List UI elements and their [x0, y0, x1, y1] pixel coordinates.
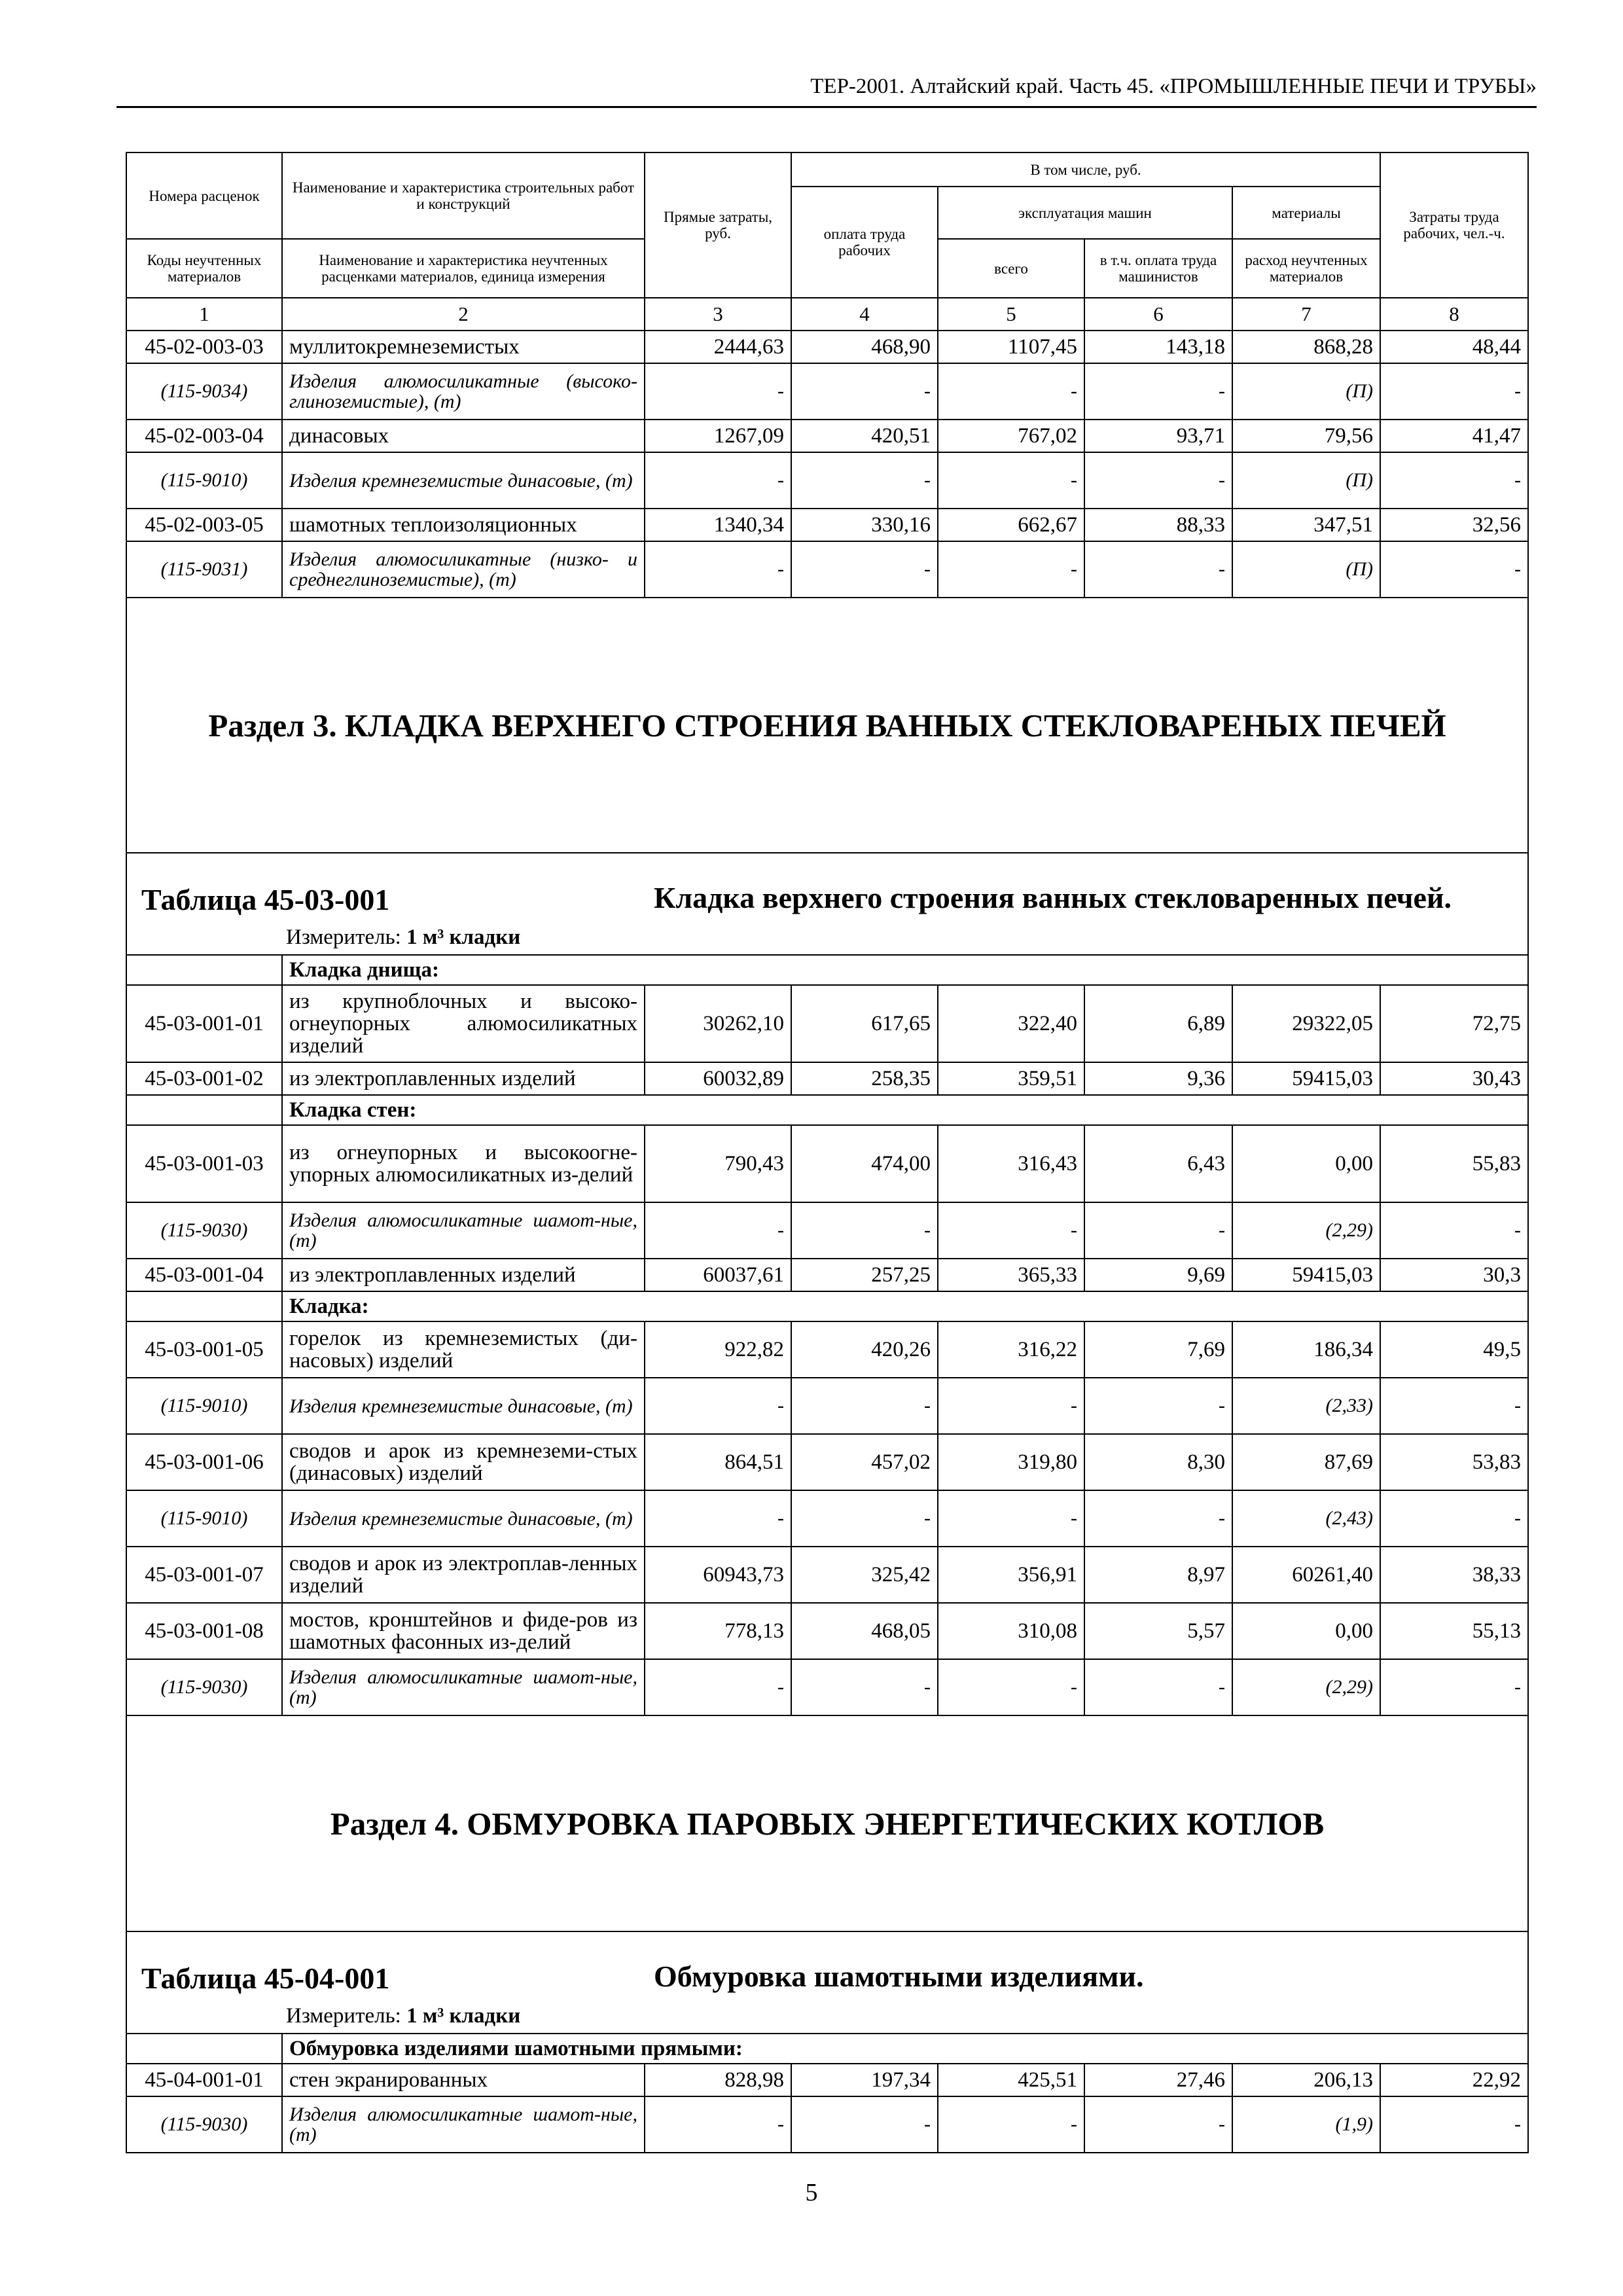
- material-value-cell: -: [1084, 1490, 1232, 1547]
- work-name: из электроплавленных изделий: [282, 1259, 645, 1291]
- work-name: динасовых: [282, 420, 645, 452]
- value-cell: 0,00: [1232, 1603, 1380, 1659]
- running-title: ТЕР-2001. Алтайский край. Часть 45. «ПРОМЫШЛЕННЫЕ ПЕЧИ И ТРУБЫ»: [810, 75, 1537, 98]
- material-name: Изделия алюмосиликатные шамот-ные, (т): [282, 1202, 645, 1259]
- table-row: [126, 509, 1528, 541]
- group-row: [126, 2034, 1528, 2064]
- measure-unit: [286, 925, 520, 950]
- value-cell: 365,33: [938, 1259, 1084, 1291]
- material-value-cell: -: [791, 363, 938, 420]
- header-machines: эксплуатация машин: [938, 187, 1232, 239]
- value-cell: 420,26: [791, 1321, 938, 1378]
- material-code: (115-9034): [126, 363, 282, 420]
- material-value-cell: -: [791, 452, 938, 509]
- group-title: Кладка днища:: [282, 955, 1528, 985]
- material-row: [126, 363, 1528, 420]
- value-cell: 468,05: [791, 1603, 938, 1659]
- value-cell: 6,43: [1084, 1125, 1232, 1202]
- section-row: [126, 598, 1528, 853]
- value-cell: 29322,05: [1232, 985, 1380, 1062]
- work-name: мостов, кронштейнов и фиде-ров из шамотных фасонных из-делий: [282, 1603, 645, 1659]
- value-cell: 197,34: [791, 2064, 938, 2096]
- rate-code: 45-02-003-04: [126, 420, 282, 452]
- material-code: (115-9010): [126, 1378, 282, 1434]
- section-title: Раздел 4. ОБМУРОВКА ПАРОВЫХ ЭНЕРГЕТИЧЕСКИХ КОТЛОВ: [126, 1715, 1528, 1931]
- material-row: [126, 1490, 1528, 1547]
- material-value-cell: -: [1084, 1202, 1232, 1259]
- material-value-cell: -: [1084, 1659, 1232, 1715]
- column-number: 7: [1232, 298, 1380, 331]
- section-title: Раздел 3. КЛАДКА ВЕРХНЕГО СТРОЕНИЯ ВАННЫХ СТЕКЛОВАРЕНЫХ ПЕЧЕЙ: [126, 598, 1528, 853]
- material-value-cell: -: [1084, 452, 1232, 509]
- rate-code: 45-03-001-05: [126, 1321, 282, 1378]
- value-cell: 7,69: [1084, 1321, 1232, 1378]
- value-cell: 30,43: [1380, 1062, 1528, 1095]
- value-cell: 41,47: [1380, 420, 1528, 452]
- material-value-cell: (2,29): [1232, 1202, 1380, 1259]
- table-row: [126, 1547, 1528, 1603]
- material-value-cell: -: [1380, 452, 1528, 509]
- table-caption: [126, 1931, 1528, 2034]
- rate-code: 45-03-001-01: [126, 985, 282, 1062]
- rate-code: 45-04-001-01: [126, 2064, 282, 2096]
- value-cell: 778,13: [645, 1603, 791, 1659]
- value-cell: 53,83: [1380, 1434, 1528, 1490]
- section-row: [126, 1715, 1528, 1931]
- value-cell: 186,34: [1232, 1321, 1380, 1378]
- work-name: из электроплавленных изделий: [282, 1062, 645, 1095]
- header-name: Наименование и характеристика строительных работ и конструкций: [282, 152, 645, 239]
- work-name: горелок из кремнеземистых (ди-насовых) изделий: [282, 1321, 645, 1378]
- table-row: [126, 1125, 1528, 1202]
- column-number: 2: [282, 298, 645, 331]
- material-value-cell: -: [1380, 2096, 1528, 2153]
- material-row: [126, 1659, 1528, 1715]
- material-value-cell: -: [645, 452, 791, 509]
- value-cell: 88,33: [1084, 509, 1232, 541]
- value-cell: 468,90: [791, 331, 938, 363]
- material-name: Изделия кремнеземистые динасовые, (т): [282, 452, 645, 509]
- value-cell: 72,75: [1380, 985, 1528, 1062]
- table-caption-row: [126, 1931, 1528, 2034]
- value-cell: 662,67: [938, 509, 1084, 541]
- value-cell: 206,13: [1232, 2064, 1380, 2096]
- table-row: [126, 985, 1528, 1062]
- value-cell: 55,13: [1380, 1603, 1528, 1659]
- material-value-cell: -: [938, 1202, 1084, 1259]
- material-value-cell: -: [938, 1490, 1084, 1547]
- value-cell: 8,97: [1084, 1547, 1232, 1603]
- value-cell: 55,83: [1380, 1125, 1528, 1202]
- rate-code: 45-02-003-03: [126, 331, 282, 363]
- header-machines-total: всего: [938, 239, 1084, 298]
- material-value-cell: -: [1084, 541, 1232, 598]
- rate-code: 45-03-001-07: [126, 1547, 282, 1603]
- material-value-cell: -: [645, 1202, 791, 1259]
- value-cell: 258,35: [791, 1062, 938, 1095]
- material-name: Изделия кремнеземистые динасовые, (т): [282, 1490, 645, 1547]
- value-cell: 316,43: [938, 1125, 1084, 1202]
- material-value-cell: -: [645, 363, 791, 420]
- value-cell: 457,02: [791, 1434, 938, 1490]
- column-number: 3: [645, 298, 791, 331]
- material-value-cell: (1,9): [1232, 2096, 1380, 2153]
- material-code: (115-9030): [126, 1659, 282, 1715]
- material-value-cell: -: [791, 1378, 938, 1434]
- material-row: [126, 452, 1528, 509]
- group-spacer: [126, 1291, 282, 1321]
- material-value-cell: (2,33): [1232, 1378, 1380, 1434]
- group-spacer: [126, 2034, 282, 2064]
- material-row: [126, 1378, 1528, 1434]
- group-title: Кладка стен:: [282, 1095, 1528, 1125]
- group-spacer: [126, 1095, 282, 1125]
- value-cell: 257,25: [791, 1259, 938, 1291]
- value-cell: 48,44: [1380, 331, 1528, 363]
- value-cell: 420,51: [791, 420, 938, 452]
- measure-value: 1 м³ кладки: [406, 925, 521, 949]
- material-name: Изделия алюмосиликатные шамот-ные, (т): [282, 1659, 645, 1715]
- material-value-cell: -: [1084, 2096, 1232, 2153]
- column-number: 8: [1380, 298, 1528, 331]
- header-material-use: расход неучтенных материалов: [1232, 239, 1380, 298]
- table-caption: [126, 853, 1528, 955]
- column-number: 4: [791, 298, 938, 331]
- value-cell: 32,56: [1380, 509, 1528, 541]
- material-code: (115-9010): [126, 452, 282, 509]
- value-cell: 425,51: [938, 2064, 1084, 2096]
- value-cell: 790,43: [645, 1125, 791, 1202]
- column-numbers-row: [126, 298, 1528, 331]
- material-value-cell: -: [1380, 1378, 1528, 1434]
- value-cell: 38,33: [1380, 1547, 1528, 1603]
- material-value-cell: -: [791, 541, 938, 598]
- material-row: [126, 541, 1528, 598]
- value-cell: 93,71: [1084, 420, 1232, 452]
- material-value-cell: -: [791, 2096, 938, 2153]
- table-row: [126, 1321, 1528, 1378]
- value-cell: 5,57: [1084, 1603, 1232, 1659]
- material-value-cell: -: [938, 1659, 1084, 1715]
- group-title: Обмуровка изделиями шамотными прямыми:: [282, 2034, 1528, 2064]
- table-caption-row: [126, 853, 1528, 955]
- table-row: [126, 1434, 1528, 1490]
- value-cell: 30262,10: [645, 985, 791, 1062]
- column-number: 6: [1084, 298, 1232, 331]
- value-cell: 6,89: [1084, 985, 1232, 1062]
- value-cell: 59415,03: [1232, 1259, 1380, 1291]
- value-cell: 322,40: [938, 985, 1084, 1062]
- value-cell: 1267,09: [645, 420, 791, 452]
- material-value-cell: -: [1380, 1202, 1528, 1259]
- value-cell: 27,46: [1084, 2064, 1232, 2096]
- value-cell: 60943,73: [645, 1547, 791, 1603]
- material-value-cell: (2,29): [1232, 1659, 1380, 1715]
- value-cell: 325,42: [791, 1547, 938, 1603]
- rate-code: 45-03-001-08: [126, 1603, 282, 1659]
- material-value-cell: -: [791, 1490, 938, 1547]
- value-cell: 316,22: [938, 1321, 1084, 1378]
- table-label: Таблица 45-03-001: [141, 883, 390, 916]
- value-cell: 9,36: [1084, 1062, 1232, 1095]
- value-cell: 1340,34: [645, 509, 791, 541]
- material-name: Изделия алюмосиликатные шамот-ные, (т): [282, 2096, 645, 2153]
- material-value-cell: (П): [1232, 363, 1380, 420]
- header-including: В том числе, руб.: [791, 152, 1380, 187]
- value-cell: 310,08: [938, 1603, 1084, 1659]
- material-value-cell: (2,43): [1232, 1490, 1380, 1547]
- table-row: [126, 1603, 1528, 1659]
- measure-label: Измеритель:: [286, 925, 401, 949]
- material-row: [126, 1202, 1528, 1259]
- material-value-cell: -: [1084, 363, 1232, 420]
- table-row: [126, 2064, 1528, 2096]
- column-number: 5: [938, 298, 1084, 331]
- work-name: сводов и арок из электроплав-ленных изделий: [282, 1547, 645, 1603]
- header-codes: Номера расценок: [126, 152, 282, 239]
- value-cell: 22,92: [1380, 2064, 1528, 2096]
- material-value-cell: -: [1084, 1378, 1232, 1434]
- value-cell: 347,51: [1232, 509, 1380, 541]
- table-row: [126, 1062, 1528, 1095]
- group-title: Кладка:: [282, 1291, 1528, 1321]
- work-name: стен экранированных: [282, 2064, 645, 2096]
- material-value-cell: -: [645, 1378, 791, 1434]
- work-name: муллитокремнеземистых: [282, 331, 645, 363]
- table-title: Обмуровка шамотными изделиями.: [654, 1960, 1144, 1993]
- group-spacer: [126, 955, 282, 985]
- material-code: (115-9030): [126, 1202, 282, 1259]
- header-material-name: Наименование и характеристика неучтенных расценками материалов, единица измерения: [282, 239, 645, 298]
- header-labor-cost: Затраты труда рабочих, чел.-ч.: [1380, 152, 1528, 298]
- value-cell: 60032,89: [645, 1062, 791, 1095]
- page-number: 5: [805, 2179, 818, 2206]
- value-cell: 87,69: [1232, 1434, 1380, 1490]
- material-value-cell: -: [1380, 1490, 1528, 1547]
- rate-code: 45-03-001-04: [126, 1259, 282, 1291]
- header-machinist-wages: в т.ч. оплата труда машинистов: [1084, 239, 1232, 298]
- material-value-cell: -: [938, 452, 1084, 509]
- value-cell: 922,82: [645, 1321, 791, 1378]
- material-name: Изделия алюмосиликатные (высоко-глиноземистые), (т): [282, 363, 645, 420]
- material-value-cell: -: [1380, 1659, 1528, 1715]
- work-name: из крупноблочных и высоко-огнеупорных алюмосиликатных изделий: [282, 985, 645, 1062]
- material-value-cell: -: [1380, 541, 1528, 598]
- material-name: Изделия алюмосиликатные (низко- и среднеглиноземистые), (т): [282, 541, 645, 598]
- material-row: [126, 2096, 1528, 2153]
- price-table: [126, 152, 1529, 2153]
- table-title: Кладка верхнего строения ванных стекловаренных печей.: [654, 881, 1452, 914]
- value-cell: 319,80: [938, 1434, 1084, 1490]
- work-name: из огнеупорных и высокоогне-упорных алюмосиликатных из-делий: [282, 1125, 645, 1202]
- value-cell: 49,5: [1380, 1321, 1528, 1378]
- group-row: [126, 955, 1528, 985]
- header-direct-costs: Прямые затраты, руб.: [645, 152, 791, 298]
- value-cell: 617,65: [791, 985, 938, 1062]
- material-code: (115-9030): [126, 2096, 282, 2153]
- measure-value: 1 м³ кладки: [406, 2004, 521, 2028]
- material-value-cell: -: [791, 1202, 938, 1259]
- material-value-cell: -: [938, 1378, 1084, 1434]
- value-cell: 330,16: [791, 509, 938, 541]
- material-value-cell: -: [1380, 363, 1528, 420]
- material-value-cell: -: [645, 1659, 791, 1715]
- header-wages: оплата труда рабочих: [791, 187, 938, 298]
- material-value-cell: (П): [1232, 541, 1380, 598]
- measure-unit: [286, 2004, 520, 2028]
- value-cell: 8,30: [1084, 1434, 1232, 1490]
- material-value-cell: -: [791, 1659, 938, 1715]
- material-value-cell: -: [645, 2096, 791, 2153]
- value-cell: 356,91: [938, 1547, 1084, 1603]
- value-cell: 2444,63: [645, 331, 791, 363]
- value-cell: 474,00: [791, 1125, 938, 1202]
- material-value-cell: (П): [1232, 452, 1380, 509]
- value-cell: 9,69: [1084, 1259, 1232, 1291]
- table-row: [126, 331, 1528, 363]
- group-row: [126, 1291, 1528, 1321]
- value-cell: 143,18: [1084, 331, 1232, 363]
- column-number: 1: [126, 298, 282, 331]
- value-cell: 60261,40: [1232, 1547, 1380, 1603]
- material-value-cell: -: [645, 541, 791, 598]
- value-cell: 60037,61: [645, 1259, 791, 1291]
- work-name: шамотных теплоизоляционных: [282, 509, 645, 541]
- header-materials: материалы: [1232, 187, 1380, 239]
- header-material-codes: Коды неучтенных материалов: [126, 239, 282, 298]
- work-name: сводов и арок из кремнеземи-стых (динасовых) изделий: [282, 1434, 645, 1490]
- material-value-cell: -: [938, 363, 1084, 420]
- rate-code: 45-03-001-06: [126, 1434, 282, 1490]
- value-cell: 59415,03: [1232, 1062, 1380, 1095]
- running-header: [116, 72, 1537, 108]
- value-cell: 30,3: [1380, 1259, 1528, 1291]
- rate-code: 45-02-003-05: [126, 509, 282, 541]
- group-row: [126, 1095, 1528, 1125]
- rate-code: 45-03-001-03: [126, 1125, 282, 1202]
- value-cell: 868,28: [1232, 331, 1380, 363]
- value-cell: 1107,45: [938, 331, 1084, 363]
- material-value-cell: -: [938, 541, 1084, 598]
- material-value-cell: -: [645, 1490, 791, 1547]
- material-name: Изделия кремнеземистые динасовые, (т): [282, 1378, 645, 1434]
- value-cell: 79,56: [1232, 420, 1380, 452]
- table-label: Таблица 45-04-001: [141, 1962, 390, 1995]
- value-cell: 828,98: [645, 2064, 791, 2096]
- material-code: (115-9031): [126, 541, 282, 598]
- value-cell: 864,51: [645, 1434, 791, 1490]
- table-row: [126, 420, 1528, 452]
- value-cell: 0,00: [1232, 1125, 1380, 1202]
- table-row: [126, 1259, 1528, 1291]
- material-code: (115-9010): [126, 1490, 282, 1547]
- value-cell: 359,51: [938, 1062, 1084, 1095]
- rate-code: 45-03-001-02: [126, 1062, 282, 1095]
- value-cell: 767,02: [938, 420, 1084, 452]
- material-value-cell: -: [938, 2096, 1084, 2153]
- measure-label: Измеритель:: [286, 2004, 401, 2028]
